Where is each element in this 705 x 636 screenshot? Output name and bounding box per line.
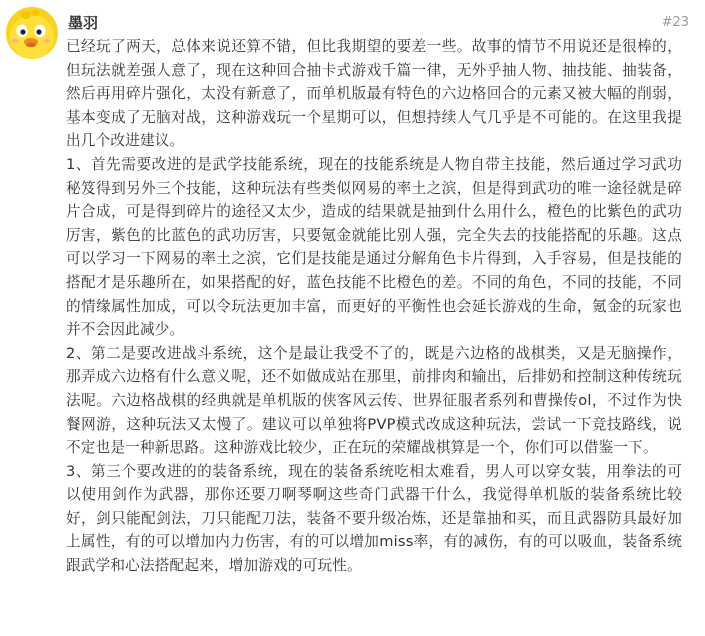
avatar[interactable] <box>6 7 58 59</box>
post-paragraph-skills: 1、首先需要改进的是武学技能系统，现在的技能系统是人物自带主技能，然后通过学习武功秘笈得到另外三个技能，这种玩法有些类似网易的率土之滨，但是得到武功的唯一途径就是碎片合成，可是得到碎片的途径又太少，造成的结果就是抽到什么用什么，橙色的比紫色的武功厉害，紫色的比蓝色的武功厉害，只要氪金就能比别人强，完全失去的技能搭配的乐趣。这点可以学习一下网易的率土之滨，它们是技能是通过分解角色卡片得到，入手容易，但是技能的搭配才是乐趣所在，如果搭配的好，蓝色技能不比橙色的差。不同的角色，不同的技能，不同的情缘属性加成，可以令玩法更加丰富，而更好的平衡性也会延长游戏的生命，氪金的玩家也并不会因此减少。 <box>66 155 682 339</box>
yellow-chick-avatar-icon <box>6 7 58 59</box>
post-paragraph-equipment: 3、第三个要改进的的装备系统，现在的装备系统吃相太难看，男人可以穿女装，用拳法的可以使用剑作为武器，那你还要刀啊琴啊这些奇门武器干什么，我觉得单机版的装备系统比较好，剑只能配剑法，刀只能配刀法，装备不要升级冶炼，还是靠抽和买，而且武器防具最好加上属性，有的可以增加内力伤害，有的可以增加miss率，有的减伤，有的可以吸血，装备系统跟武学和心法搭配起来，增加游戏的可玩性。 <box>66 462 682 575</box>
post-paragraph-combat: 2、第二是要改进战斗系统，这个是最让我受不了的，既是六边格的战棋类，又是无脑操作，那弄成六边格有什么意义呢，还不如做成站在那里，前排肉和输出，后排奶和控制这种传统玩法呢。六边格战棋的经典就是单机版的侠客风云传、世界征服者系列和曹操传ol，不过作为快餐网游，这种玩法又太慢了。建议可以单独将PVP模式改成这种玩法，尝试一下竞技路线，说不定也是一种新思路。这种游戏比较少，正在玩的荣耀战棋算是一个，你们可以借鉴一下。 <box>66 344 682 457</box>
post-paragraph-intro: 已经玩了两天，总体来说还算不错，但比我期望的要差一些。故事的情节不用说还是很棒的，但玩法就差强人意了，现在这种回合抽卡式游戏千篇一律，无外乎抽人物、抽技能、抽装备，然后再用碎片强化，太没有新意了，而单机版最有特色的六边格回合的元素又被大幅的削弱，基本变成了无脑对战，这种游戏玩一个星期可以，但想持续人气几乎是不可能的。在这里我提出几个改进建议。 <box>66 38 682 150</box>
floor-number: #23 <box>661 15 689 30</box>
post-content <box>66 35 682 578</box>
username[interactable]: 墨羽 <box>68 14 99 32</box>
